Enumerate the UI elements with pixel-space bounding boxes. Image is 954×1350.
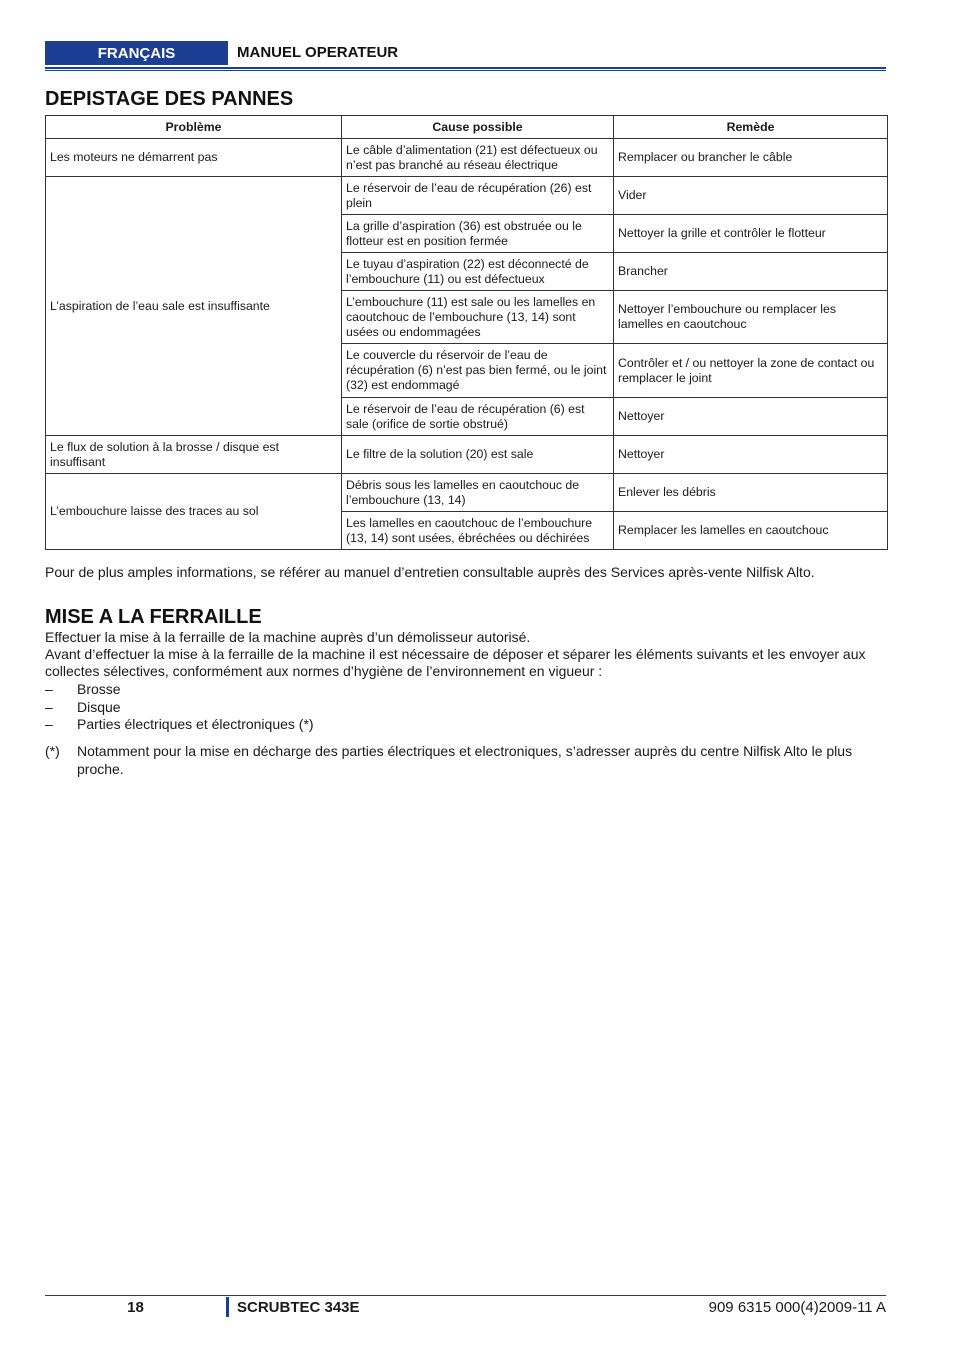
disposal-heading: MISE A LA FERRAILLE xyxy=(45,606,262,628)
list-item xyxy=(45,699,314,717)
remedy-cell: Vider xyxy=(614,177,888,215)
model-name: SCRUBTEC 343E xyxy=(237,1299,360,1316)
list-item xyxy=(45,716,314,734)
list-item-text: Parties électriques et électroniques (*) xyxy=(77,716,314,732)
cause-cell: Les lamelles en caoutchouc de l’embouchure (13, 14) sont usées, ébréchées ou déchirées xyxy=(342,512,614,550)
problem-cell: Les moteurs ne démarrent pas xyxy=(46,139,342,177)
table-row xyxy=(46,139,888,177)
footer-rule xyxy=(45,1295,886,1296)
table-row xyxy=(46,177,888,215)
remedy-cell: Brancher xyxy=(614,253,888,291)
remedy-cell: Remplacer ou brancher le câble xyxy=(614,139,888,177)
remedy-cell: Nettoyer xyxy=(614,436,888,474)
list-item xyxy=(45,681,314,699)
manual-title: MANUEL OPERATEUR xyxy=(237,44,399,61)
remedy-cell: Nettoyer la grille et contrôler le flotteur xyxy=(614,215,888,253)
troubleshooting-heading: DEPISTAGE DES PANNES xyxy=(45,88,294,110)
remedy-cell: Nettoyer l’embouchure ou remplacer les lamelles en caoutchouc xyxy=(614,291,888,344)
footnote-text: Notamment pour la mise en décharge des parties électriques et electroniques, s’adresser auprès du centre Nilfisk Alto le plus proche. xyxy=(77,743,853,777)
cause-cell: La grille d’aspiration (36) est obstruée ou le flotteur est en position fermée xyxy=(342,215,614,253)
disposal-intro-line1: Effectuer la mise à la ferraille de la machine auprès d’un démolisseur autorisé. xyxy=(45,629,531,645)
table-row xyxy=(46,474,888,512)
cause-cell: Le réservoir de l’eau de récupération (6) est sale (orifice de sortie obstrué) xyxy=(342,398,614,436)
document-code: 909 6315 000(4)2009-11 A xyxy=(708,1299,886,1316)
disposal-intro xyxy=(45,629,887,680)
header-rule xyxy=(45,67,886,69)
troubleshooting-table xyxy=(45,115,888,550)
remedy-cell: Contrôler et / ou nettoyer la zone de contact ou remplacer le joint xyxy=(614,344,888,398)
footnote-mark: (*) xyxy=(45,743,60,759)
list-item-text: Brosse xyxy=(77,681,121,697)
problem-cell: Le flux de solution à la brosse / disque est insuffisant xyxy=(46,436,342,474)
dash-bullet: – xyxy=(45,698,53,715)
remedy-cell: Remplacer les lamelles en caoutchouc xyxy=(614,512,888,550)
disposal-item-list xyxy=(45,681,314,734)
table-row xyxy=(46,436,888,474)
header-rule-thin xyxy=(45,70,886,71)
cause-cell: Le réservoir de l’eau de récupération (26) est plein xyxy=(342,177,614,215)
cause-cell: Le couvercle du réservoir de l’eau de récupération (6) n’est pas bien fermé, ou le joint (32) est endommagé xyxy=(342,344,614,398)
more-info-text: Pour de plus amples informations, se référer au manuel d’entretien consultable auprès des Services après-vente Nilfisk Alto. xyxy=(45,564,815,580)
footnote xyxy=(45,742,887,778)
cause-cell: L’embouchure (11) est sale ou les lamelles en caoutchouc de l’embouchure (13, 14) sont usées ou endommagées xyxy=(342,291,614,344)
column-header-cause: Cause possible xyxy=(342,116,614,139)
cause-cell: Le filtre de la solution (20) est sale xyxy=(342,436,614,474)
remedy-cell: Enlever les débris xyxy=(614,474,888,512)
remedy-cell: Nettoyer xyxy=(614,398,888,436)
disposal-intro-line2: Avant d’effectuer la mise à la ferraille de la machine il est nécessaire de déposer et séparer les éléments suivants et les envoyer aux collectes sélectives, conformément aux normes d’hygiène de l’environnement en vigueur : xyxy=(45,646,866,679)
cause-cell: Débris sous les lamelles en caoutchouc de l’embouchure (13, 14) xyxy=(342,474,614,512)
problem-cell: L’aspiration de l’eau sale est insuffisante xyxy=(46,177,342,436)
list-item-text: Disque xyxy=(77,698,121,715)
footer-divider xyxy=(226,1297,229,1317)
cause-cell: Le tuyau d’aspiration (22) est déconnecté de l’embouchure (11) ou est défectueux xyxy=(342,253,614,291)
table-header-row xyxy=(46,116,888,139)
column-header-problem: Problème xyxy=(46,116,342,139)
dash-bullet: – xyxy=(45,681,53,697)
language-tab: FRANÇAIS xyxy=(45,41,228,65)
cause-cell: Le câble d’alimentation (21) est défectueux ou n’est pas branché au réseau électrique xyxy=(342,139,614,177)
dash-bullet: – xyxy=(45,716,53,732)
column-header-remedy: Remède xyxy=(614,116,888,139)
problem-cell: L’embouchure laisse des traces au sol xyxy=(46,474,342,550)
page-number: 18 xyxy=(127,1299,144,1316)
